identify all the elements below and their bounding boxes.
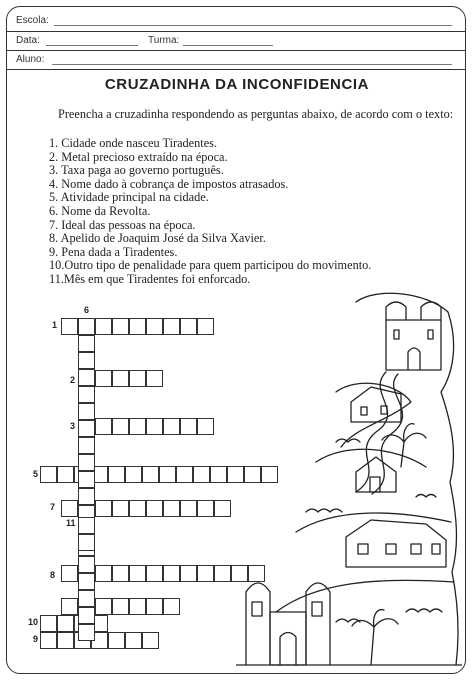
crossword-cell[interactable] [78,386,95,403]
crossword-cell[interactable] [78,590,95,607]
crossword-cell[interactable] [142,466,159,483]
crossword-cell[interactable] [159,466,176,483]
crossword-cell[interactable] [78,517,95,534]
crossword-cell[interactable] [108,632,125,649]
student-label: Aluno: [16,54,45,65]
crossword-cell[interactable] [95,565,112,582]
question-item: 7. Ideal das pessoas na época. [49,217,196,232]
question-item: 2. Metal precioso extraído na época. [49,149,228,164]
crossword-cell[interactable] [180,318,197,335]
crossword-cell[interactable] [112,565,129,582]
crossword-cell[interactable] [78,556,95,573]
crossword-cell[interactable] [108,466,125,483]
class-label: Turma: [148,35,180,46]
crossword-cell[interactable] [95,318,112,335]
clue-number: 2 [70,375,76,385]
clue-number: 8 [50,570,56,580]
question-item: 3. Taxa paga ao governo português. [49,163,224,178]
question-item: 5. Atividade principal na cidade. [49,190,209,205]
crossword-cell[interactable] [112,598,129,615]
crossword-cell[interactable] [78,403,95,420]
instructions-text: Preencha a cruzadinha respondendo as perguntas abaixo, de acordo com o texto: [58,107,454,121]
crossword-cell[interactable] [146,418,163,435]
clue-number: 1 [52,320,58,330]
crossword-cell[interactable] [193,466,210,483]
crossword-cell[interactable] [78,607,95,624]
crossword-cell[interactable] [146,598,163,615]
ouro-preto-illustration [236,282,462,667]
crossword-cell[interactable] [40,466,57,483]
crossword-cell[interactable] [163,500,180,517]
crossword-cell[interactable] [129,370,146,387]
crossword-cell[interactable] [78,369,95,386]
clue-number: 3 [70,421,76,431]
crossword-cell[interactable] [78,488,95,505]
question-item: 10.Outro tipo de penalidade para quem participou do movimento. [49,258,372,273]
crossword-cell[interactable] [163,598,180,615]
crossword-cell[interactable] [214,500,231,517]
clue-number: 10 [28,617,39,627]
crossword-cell[interactable] [197,418,214,435]
crossword-cell[interactable] [129,598,146,615]
crossword-cell[interactable] [57,466,74,483]
question-item: 1. Cidade onde nasceu Tiradentes. [49,136,218,150]
crossword-cell[interactable] [61,598,78,615]
crossword-cell[interactable] [146,370,163,387]
crossword-cell[interactable] [112,418,129,435]
crossword-cell[interactable] [163,318,180,335]
clue-number: 9 [33,634,39,644]
crossword-cell[interactable] [112,500,129,517]
crossword-cell[interactable] [146,500,163,517]
crossword-cell[interactable] [146,565,163,582]
crossword-cell[interactable] [129,418,146,435]
crossword-cell[interactable] [197,318,214,335]
crossword-cell[interactable] [129,500,146,517]
crossword-cell[interactable] [197,500,214,517]
crossword-cell[interactable] [57,632,74,649]
crossword-cell[interactable] [78,573,95,590]
crossword-cell[interactable] [40,615,57,632]
question-item: 8. Apelido de Joaquim José da Silva Xavier. [49,231,266,246]
crossword-cell[interactable] [78,352,95,369]
crossword-cell[interactable] [78,454,95,471]
crossword-cell[interactable] [125,466,142,483]
crossword-cell[interactable] [129,565,146,582]
crossword-cell[interactable] [197,565,214,582]
school-label: Escola: [16,15,49,26]
crossword-cell[interactable] [163,418,180,435]
crossword-cell[interactable] [78,624,95,641]
crossword-cell[interactable] [112,318,129,335]
question-item: 11.Mês em que Tiradentes foi enforcado. [49,271,251,286]
crossword-cell[interactable] [78,534,95,551]
crossword-cell[interactable] [214,565,231,582]
clue-number: 7 [50,502,56,512]
crossword-cell[interactable] [78,437,95,454]
question-item: 6. Nome da Revolta. [49,203,151,218]
crossword-cell[interactable] [95,370,112,387]
crossword-cell[interactable] [112,370,129,387]
crossword-cell[interactable] [78,471,95,488]
clue-number: 5 [33,469,39,479]
crossword-cell[interactable] [57,615,74,632]
question-item: 9. Pena dada a Tiradentes. [49,244,178,259]
crossword-cell[interactable] [61,318,78,335]
date-label: Data: [16,35,40,46]
crossword-cell[interactable] [95,418,112,435]
question-item: 4. Nome dado à cobrança de impostos atrasados. [49,176,289,191]
clue-number: 6 [84,305,90,315]
crossword-cell[interactable] [142,632,159,649]
page-title: CRUZADINHA DA INCONFIDENCIA [104,76,370,93]
crossword-cell[interactable] [61,565,78,582]
clue-number: 11 [66,518,76,528]
crossword-cell[interactable] [78,420,95,437]
crossword-cell[interactable] [210,466,227,483]
crossword-cell[interactable] [125,632,142,649]
crossword-cell[interactable] [146,318,163,335]
crossword-cell[interactable] [180,565,197,582]
crossword-cell[interactable] [163,565,180,582]
crossword-cell[interactable] [129,318,146,335]
crossword-cell[interactable] [78,335,95,352]
crossword-cell[interactable] [176,466,193,483]
crossword-cell[interactable] [95,598,112,615]
crossword-cell[interactable] [78,318,95,335]
crossword-cell[interactable] [40,632,57,649]
crossword-cell[interactable] [61,500,78,517]
crossword-cell[interactable] [180,500,197,517]
crossword-cell[interactable] [180,418,197,435]
crossword-cell[interactable] [95,500,112,517]
